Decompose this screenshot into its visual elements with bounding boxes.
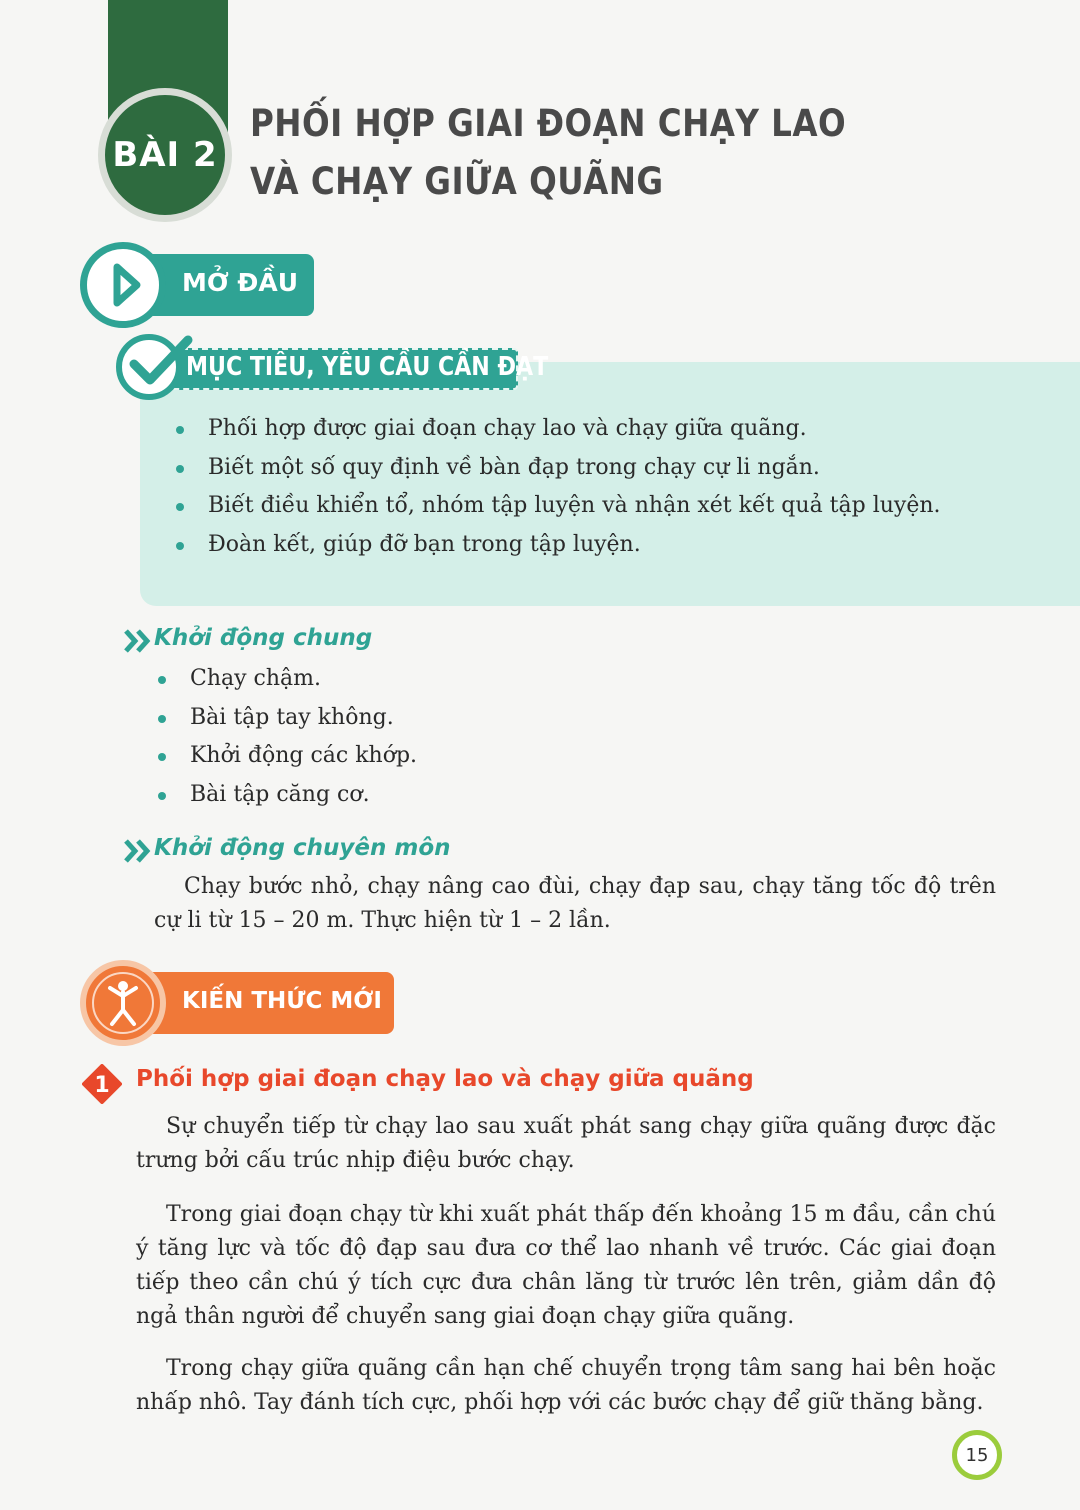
lesson-badge: [98, 88, 232, 222]
list-item: Đoàn kết, giúp đỡ bạn trong tập luyện.: [172, 526, 941, 565]
paragraph: Trong giai đoạn chạy từ khi xuất phát thấp đến khoảng 15 m đầu, cần chú ý tăng lực và tốc độ đạp sau đưa cơ thể lao nhanh về trước. Các giai đoạn tiếp theo cần chú ý tích cực đưa chân lăng từ trước lên trên, giảm dần độ ngả thân người để chuyển sang giai đoạn chạy giữa quãng.: [136, 1202, 996, 1329]
list-item: Khởi động các khớp.: [154, 737, 417, 776]
objectives-list: [172, 410, 941, 564]
new-knowledge-label: KIẾN THỨC MỚI: [182, 988, 382, 1014]
list-item: Chạy chậm.: [154, 660, 417, 699]
play-icon: [80, 242, 166, 328]
section-title: Phối hợp giai đoạn chạy lao và chạy giữa quãng: [136, 1066, 754, 1092]
intro-label: MỞ ĐẦU: [182, 268, 299, 297]
list-item: Bài tập tay không.: [154, 699, 417, 738]
objectives-label: MỤC TIÊU, YÊU CẦU CẦN ĐẠT: [186, 352, 549, 382]
lesson-badge-label: BÀI 2: [112, 135, 218, 175]
paragraph: Sự chuyển tiếp từ chạy lao sau xuất phát sang chạy giữa quãng được đặc trưng bởi cấu trúc nhịp điệu bước chạy.: [136, 1114, 996, 1173]
double-chevron-icon: [124, 838, 154, 864]
runner-icon: [80, 960, 166, 1046]
lesson-title-line2: VÀ CHẠY GIỮA QUÃNG: [250, 160, 664, 203]
lesson-title-line1: PHỐI HỢP GIAI ĐOẠN CHẠY LAO: [250, 102, 847, 145]
warmup-specific-text: Chạy bước nhỏ, chạy nâng cao đùi, chạy đạp sau, chạy tăng tốc độ trên cự li từ 15 – 20 m. Thực hiện từ 1 – 2 lần.: [154, 874, 996, 933]
warmup-general-list: [154, 660, 417, 814]
page-number: 15: [952, 1430, 1002, 1480]
section-number: 1: [94, 1073, 110, 1098]
list-item: Biết một số quy định về bàn đạp trong chạy cự li ngắn.: [172, 449, 941, 488]
warmup-general-heading: Khởi động chung: [154, 625, 373, 651]
paragraph: Trong chạy giữa quãng cần hạn chế chuyển trọng tâm sang hai bên hoặc nhấp nhô. Tay đánh tích cực, phối hợp với các bước chạy để giữ thăng bằng.: [136, 1356, 996, 1415]
list-item: Biết điều khiển tổ, nhóm tập luyện và nhận xét kết quả tập luyện.: [172, 487, 941, 526]
list-item: Bài tập căng cơ.: [154, 776, 417, 815]
list-item: Phối hợp được giai đoạn chạy lao và chạy giữa quãng.: [172, 410, 941, 449]
warmup-specific-heading: Khởi động chuyên môn: [154, 835, 451, 861]
double-chevron-icon: [124, 628, 154, 654]
checkmark-icon: [116, 334, 182, 400]
section-number-badge: [82, 1064, 122, 1104]
